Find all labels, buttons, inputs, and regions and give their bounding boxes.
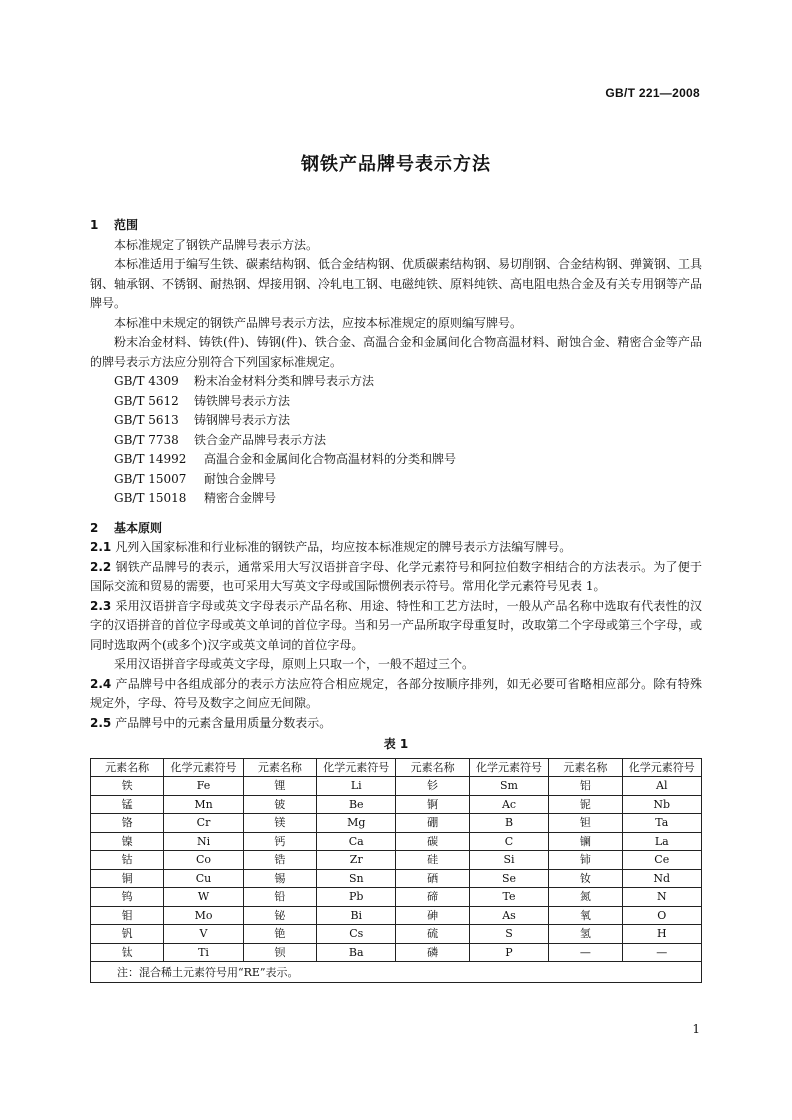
element-symbol-cell: Sn (317, 869, 396, 888)
element-name-cell: 钼 (91, 906, 164, 925)
reference-name: 粉末冶金材料分类和牌号表示方法 (194, 374, 375, 388)
element-symbol-cell: Ac (469, 795, 548, 814)
element-name-cell: 锂 (243, 777, 316, 796)
reference-name: 铸钢牌号表示方法 (194, 413, 291, 427)
element-symbol-cell: Sm (469, 777, 548, 796)
page-number: 1 (692, 1022, 700, 1036)
clause-number: 2.5 (90, 715, 112, 730)
element-name-cell: 氢 (549, 925, 622, 944)
element-symbol-cell: Se (469, 869, 548, 888)
clause-number: 2.4 (90, 676, 112, 691)
element-symbol-cell: Ni (164, 832, 243, 851)
element-name-cell: — (549, 943, 622, 962)
element-name-cell: 钡 (243, 943, 316, 962)
element-name-cell: 钛 (91, 943, 164, 962)
clause-text: 钢铁产品牌号的表示，通常采用大写汉语拼音字母、化学元素符号和阿拉伯数字相结合的方法表示。为了便于国际交流和贸易的需要，也可采用大写英文字母或国际惯例表示符号。常用化学元素符号见表 1。 (90, 559, 702, 593)
element-name-cell: 硅 (396, 851, 469, 870)
section-number: 1 (90, 218, 99, 232)
clause-2-2 (90, 558, 702, 597)
reference-code: GB/T 4309 (114, 374, 179, 388)
column-header: 元素名称 (243, 758, 316, 777)
column-header: 化学元素符号 (469, 758, 548, 777)
element-name-cell: 锕 (396, 795, 469, 814)
section-title: 基本原则 (114, 520, 163, 535)
clause-text: 采用汉语拼音字母或英文字母，原则上只取一个，一般不超过三个。 (114, 657, 475, 671)
element-symbol-cell: Mg (317, 814, 396, 833)
element-symbol-cell: H (622, 925, 701, 944)
reference-item (90, 489, 702, 509)
reference-code: GB/T 15018 (114, 491, 187, 505)
table-row (91, 832, 702, 851)
paragraph: 粉末冶金材料、铸铁(件)、铸钢(件)、铁合金、高温合金和金属间化合物高温材料、耐蚀合金、精密合金等产品的牌号表示方法应分别符合下列国家标准规定。 (90, 335, 702, 369)
element-symbol-cell: V (164, 925, 243, 944)
clause-2-3 (90, 597, 702, 656)
element-name-cell: 铯 (243, 925, 316, 944)
clause-text: 产品牌号中的元素含量用质量分数表示。 (115, 715, 332, 730)
element-name-cell: 铌 (549, 795, 622, 814)
element-name-cell: 砷 (396, 906, 469, 925)
column-header: 化学元素符号 (622, 758, 701, 777)
reference-name: 铸铁牌号表示方法 (194, 393, 291, 408)
clause-number: 2.1 (90, 540, 112, 554)
table-row (91, 777, 702, 796)
element-symbol-cell: Be (317, 795, 396, 814)
element-symbol-cell: Bi (317, 906, 396, 925)
document-title: 钢铁产品牌号表示方法 (301, 154, 491, 175)
element-symbol-cell: Nd (622, 869, 701, 888)
element-symbol-cell: Li (317, 777, 396, 796)
element-symbol-table (90, 758, 702, 984)
column-header: 元素名称 (396, 758, 469, 777)
element-name-cell: 铝 (549, 777, 622, 796)
element-name-cell: 氧 (549, 906, 622, 925)
element-name-cell: 锡 (243, 869, 316, 888)
paragraph: 本标准适用于编写生铁、碳素结构钢、低合金结构钢、优质碳素结构钢、易切削钢、合金结构钢、弹簧钢、工具钢、轴承钢、不锈钢、耐热钢、焊接用钢、冷轧电工钢、电磁纯铁、原料纯铁、高电阻电热合金及有关专用钢等产品牌号。 (90, 257, 703, 310)
element-name-cell: 硒 (396, 869, 469, 888)
column-header: 元素名称 (549, 758, 622, 777)
element-symbol-cell: Ta (622, 814, 701, 833)
reference-code: GB/T 15007 (114, 471, 187, 486)
element-symbol-cell: Cu (164, 869, 243, 888)
reference-item (90, 470, 702, 490)
element-name-cell: 钨 (91, 888, 164, 907)
section-2-heading (90, 519, 702, 539)
element-symbol-cell: Ti (164, 943, 243, 962)
table-row (91, 814, 702, 833)
element-symbol-cell: W (164, 888, 243, 907)
section-1-heading (90, 216, 702, 236)
element-symbol-cell: Al (622, 777, 701, 796)
clause-text: 凡列入国家标准和行业标准的钢铁产品，均应按本标准规定的牌号表示方法编写牌号。 (115, 540, 572, 554)
column-header: 元素名称 (91, 758, 164, 777)
element-name-cell: 钐 (396, 777, 469, 796)
element-symbol-cell: B (469, 814, 548, 833)
table-row (91, 795, 702, 814)
paragraph: 本标准规定了钢铁产品牌号表示方法。 (114, 237, 319, 252)
element-name-cell: 硼 (396, 814, 469, 833)
element-symbol-cell: C (469, 832, 548, 851)
element-symbol-cell: — (622, 943, 701, 962)
table-row (91, 869, 702, 888)
element-symbol-cell: Cs (317, 925, 396, 944)
reference-name: 高温合金和金属间化合物高温材料的分类和牌号 (204, 452, 457, 466)
element-symbol-cell: Si (469, 851, 548, 870)
element-name-cell: 钕 (549, 869, 622, 888)
element-symbol-cell: S (469, 925, 548, 944)
element-name-cell: 锆 (243, 851, 316, 870)
table-note: 注：混合稀土元素符号用“RE”表示。 (91, 962, 702, 983)
element-name-cell: 铜 (91, 869, 164, 888)
reference-item (90, 411, 702, 431)
element-name-cell: 钙 (243, 832, 316, 851)
standard-code: GB/T 221—2008 (605, 86, 700, 100)
element-symbol-cell: Ca (317, 832, 396, 851)
clause-2-3-continuation (90, 655, 702, 675)
element-name-cell: 钽 (549, 814, 622, 833)
element-name-cell: 铍 (243, 795, 316, 814)
element-name-cell: 磷 (396, 943, 469, 962)
element-name-cell: 钴 (91, 851, 164, 870)
reference-code: GB/T 14992 (114, 452, 187, 466)
element-name-cell: 碳 (396, 832, 469, 851)
element-name-cell: 镧 (549, 832, 622, 851)
element-symbol-cell: Te (469, 888, 548, 907)
table-row (91, 943, 702, 962)
table-row (91, 851, 702, 870)
element-name-cell: 铋 (243, 906, 316, 925)
table-row (91, 888, 702, 907)
reference-item (90, 372, 702, 392)
element-name-cell: 镍 (91, 832, 164, 851)
clause-number: 2.2 (90, 559, 112, 574)
element-symbol-cell: P (469, 943, 548, 962)
element-name-cell: 硫 (396, 925, 469, 944)
element-name-cell: 钒 (91, 925, 164, 944)
reference-item (90, 431, 702, 451)
reference-name: 铁合金产品牌号表示方法 (194, 432, 327, 447)
reference-name: 精密合金牌号 (204, 491, 277, 505)
element-name-cell: 铁 (91, 777, 164, 796)
element-symbol-cell: Ce (622, 851, 701, 870)
element-symbol-cell: Co (164, 851, 243, 870)
element-symbol-cell: Pb (317, 888, 396, 907)
reference-code: GB/T 5612 (114, 393, 179, 408)
reference-list (90, 372, 702, 509)
element-symbol-cell: Mn (164, 795, 243, 814)
paragraph: 本标准中未规定的钢铁产品牌号表示方法，应按本标准规定的原则编写牌号。 (114, 315, 523, 330)
clause-2-4 (90, 675, 702, 714)
column-header: 化学元素符号 (317, 758, 396, 777)
element-symbol-cell: Fe (164, 777, 243, 796)
clause-2-5 (90, 714, 702, 734)
element-symbol-cell: Mo (164, 906, 243, 925)
element-symbol-cell: Nb (622, 795, 701, 814)
clause-text: 采用汉语拼音字母或英文字母表示产品名称、用途、特性和工艺方法时，一般从产品名称中选取有代表性的汉字的汉语拼音的首位字母或英文单词的首位字母。当和另一产品所取字母重复时，改取第二个字母或第三个字母，或同时选取两个(或多个)汉字或英文单词的首位字母。 (90, 598, 703, 652)
element-name-cell: 铬 (91, 814, 164, 833)
clause-text: 产品牌号中各组成部分的表示方法应符合相应规定，各部分按顺序排列，如无必要可省略相应部分。除有特殊规定外，字母、符号及数字之间应无间隙。 (90, 676, 702, 710)
table-caption: 表 1 (383, 737, 409, 751)
element-name-cell: 镁 (243, 814, 316, 833)
reference-code: GB/T 7738 (114, 432, 179, 447)
reference-name: 耐蚀合金牌号 (204, 471, 277, 486)
reference-item (90, 450, 702, 470)
clause-number: 2.3 (90, 598, 112, 613)
element-name-cell: 铅 (243, 888, 316, 907)
clause-2-1 (90, 538, 702, 558)
element-symbol-cell: Ba (317, 943, 396, 962)
element-symbol-cell: Cr (164, 814, 243, 833)
reference-code: GB/T 5613 (114, 413, 179, 427)
element-symbol-cell: N (622, 888, 701, 907)
table-header-row (91, 758, 702, 777)
reference-item (90, 392, 702, 412)
section-number: 2 (90, 520, 99, 535)
table-row (91, 925, 702, 944)
column-header: 化学元素符号 (164, 758, 243, 777)
element-name-cell: 锰 (91, 795, 164, 814)
section-title: 范围 (114, 218, 139, 232)
element-symbol-cell: As (469, 906, 548, 925)
element-name-cell: 碲 (396, 888, 469, 907)
table-note-row (91, 962, 702, 983)
element-symbol-cell: O (622, 906, 701, 925)
document-body (90, 216, 702, 983)
element-symbol-cell: Zr (317, 851, 396, 870)
table-row (91, 906, 702, 925)
element-symbol-cell: La (622, 832, 701, 851)
element-name-cell: 氮 (549, 888, 622, 907)
element-name-cell: 铈 (549, 851, 622, 870)
